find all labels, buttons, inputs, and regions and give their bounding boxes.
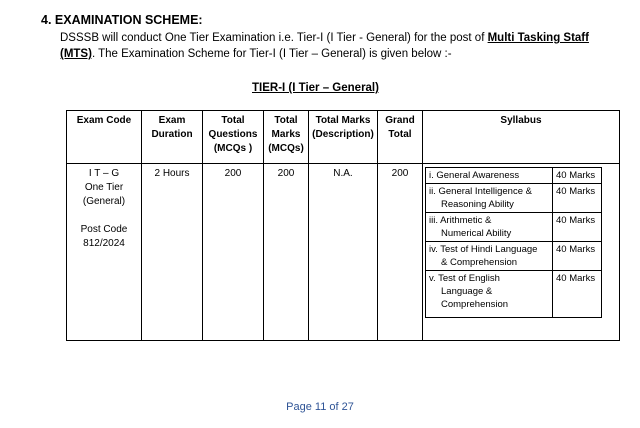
post-code-label: Post Code [80, 224, 128, 235]
syllabus-row [426, 242, 602, 271]
syllabus-5-line1: v. Test of English [429, 273, 500, 284]
col-grand-line1: Grand [385, 115, 415, 126]
col-marks-line3: (MCQs) [268, 143, 304, 154]
col-exam-code [67, 111, 142, 164]
spacer [69, 209, 139, 223]
col-total-marks [264, 111, 309, 164]
col-duration-line2: Duration [151, 129, 193, 140]
syllabus-row [426, 168, 602, 184]
cell-total-marks: 200 [264, 164, 309, 341]
syllabus-marks: 40 Marks [553, 213, 602, 242]
col-questions-line3: (MCQs ) [213, 143, 253, 154]
cell-duration: 2 Hours [142, 164, 203, 341]
syllabus-2-line2: Reasoning Ability [441, 199, 514, 210]
syllabus-row [426, 271, 602, 318]
syllabus-3-line1: iii. Arithmetic & [429, 215, 492, 226]
intro-paragraph [60, 30, 615, 62]
syllabus-row [426, 213, 602, 242]
syllabus-table [425, 167, 602, 318]
col-total-marks-description [309, 111, 378, 164]
syllabus-5-line3: Comprehension [441, 299, 509, 310]
syllabus-row [426, 184, 602, 213]
col-exam-duration [142, 111, 203, 164]
col-syllabus-label: Syllabus [500, 115, 542, 126]
cell-grand-total: 200 [378, 164, 423, 341]
page-number: Page 11 of 27 [286, 401, 354, 413]
syllabus-2-line1: ii. General Intelligence & [429, 186, 532, 197]
col-syllabus [423, 111, 620, 164]
post-code-value: 812/2024 [83, 238, 125, 249]
syllabus-subject [426, 184, 553, 213]
col-duration-line1: Exam [158, 115, 186, 126]
syllabus-marks: 40 Marks [553, 242, 602, 271]
syllabus-1-line1: i. General Awareness [429, 170, 520, 181]
col-grand-total [378, 111, 423, 164]
cell-description-marks: N.A. [309, 164, 378, 341]
intro-text-1: DSSSB will conduct One Tier Examination i.e. Tier-I (I Tier - General) for the post of [60, 32, 488, 44]
table-title: TIER-I (I Tier – General) [252, 82, 379, 94]
syllabus-subject [426, 213, 553, 242]
col-marks-line2: Marks [271, 129, 301, 140]
col-exam-code-label: Exam Code [76, 115, 132, 126]
syllabus-5-line2: Language & [441, 286, 493, 297]
col-desc-line1: Total Marks [315, 115, 371, 126]
syllabus-subject [426, 168, 553, 184]
cell-syllabus [423, 164, 620, 341]
cell-total-questions: 200 [203, 164, 264, 341]
intro-text-2: . The Examination Scheme for Tier-I (I Tier – General) is given below :- [91, 48, 452, 60]
section-heading: 4. EXAMINATION SCHEME: [41, 13, 203, 27]
syllabus-marks: 40 Marks [553, 168, 602, 184]
col-total-questions [203, 111, 264, 164]
table-row [67, 164, 620, 341]
col-questions-line2: Questions [208, 129, 258, 140]
syllabus-3-line2: Numerical Ability [441, 228, 512, 239]
syllabus-marks: 40 Marks [553, 184, 602, 213]
exam-code-line3: (General) [82, 196, 126, 207]
cell-exam-code [67, 164, 142, 341]
header-row [67, 111, 620, 164]
post-name: Multi Tasking Staff (MTS) [60, 32, 589, 60]
syllabus-marks: 40 Marks [553, 271, 602, 318]
exam-code-line1: I T – G [88, 168, 120, 179]
syllabus-4-line2: & Comprehension [441, 257, 518, 268]
syllabus-subject [426, 271, 553, 318]
exam-scheme-table [66, 110, 620, 341]
syllabus-subject [426, 242, 553, 271]
col-grand-line2: Total [388, 129, 412, 140]
col-desc-line2: (Description) [312, 129, 374, 140]
exam-code-line2: One Tier [84, 182, 124, 193]
syllabus-4-line1: iv. Test of Hindi Language [429, 244, 538, 255]
col-marks-line1: Total [274, 115, 298, 126]
col-questions-line1: Total [221, 115, 245, 126]
